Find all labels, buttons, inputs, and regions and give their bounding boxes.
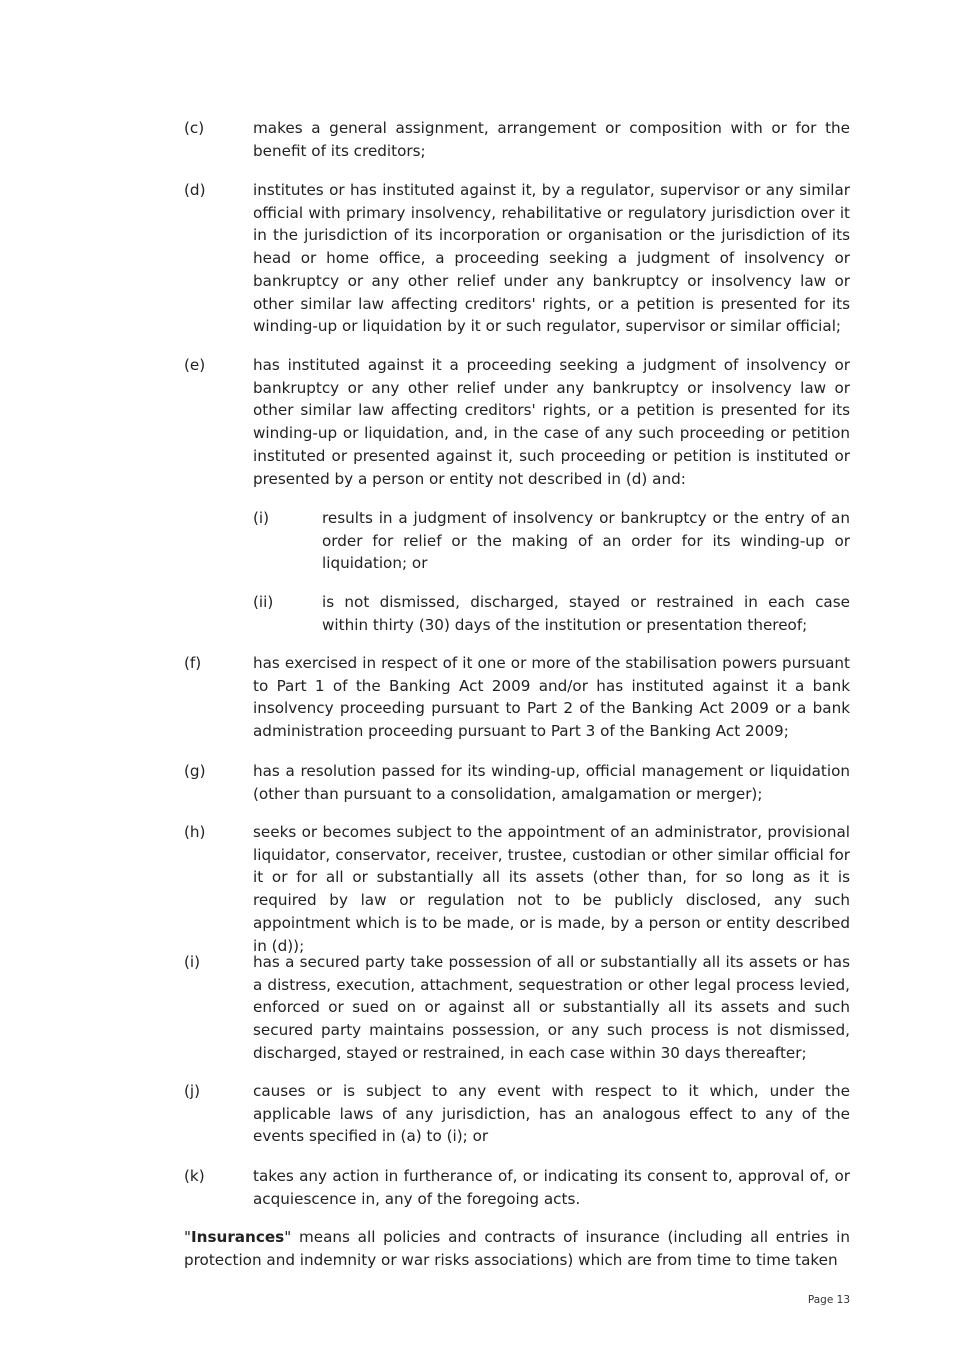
list-item-text: seeks or becomes subject to the appointment of an administrator, provisional liquidator, conservator, receiver, trustee, custodian or other similar official for it or for all or substantially all its assets (other than, for so long as it is required by law or regulation not to be publicly disclosed, any such appointment which is to be made, or is made, by a person or entity described in (d)); xyxy=(253,823,850,955)
definition-text: means all policies and contracts of insurance (including all entries in protection and indemnity or war risks associations) which are from time to time taken xyxy=(184,1228,850,1269)
defined-term: Insurances xyxy=(191,1228,285,1246)
list-item-label: (i) xyxy=(184,953,201,971)
list-item-label: (d) xyxy=(184,181,206,199)
close-quote: " xyxy=(284,1228,292,1246)
list-item-label: (g) xyxy=(184,762,206,780)
open-quote: " xyxy=(184,1228,191,1246)
page-number: Page 13 xyxy=(807,1294,850,1306)
sublist-item-label: (ii) xyxy=(253,593,274,611)
list-item-label: (j) xyxy=(184,1082,201,1100)
sublist-item-text: is not dismissed, discharged, stayed or restrained in each case within thirty (30) days of the institution or presentation thereof; xyxy=(322,593,850,634)
list-item-label: (e) xyxy=(184,356,206,374)
sublist-item-label: (i) xyxy=(253,509,270,527)
insurances-definition xyxy=(184,1226,850,1271)
list-item-text: has exercised in respect of it one or more of the stabilisation powers pursuant to Part 1 of the Banking Act 2009 and/or has instituted against it a bank insolvency proceeding pursuant to Part 2 of the Banking Act 2009 or a bank administration proceeding pursuant to Part 3 of the Banking Act 2009; xyxy=(253,654,850,741)
list-item-label: (k) xyxy=(184,1167,205,1185)
list-item-label: (f) xyxy=(184,654,202,672)
sublist-item-text: results in a judgment of insolvency or bankruptcy or the entry of an order for relief or the making of an order for its winding-up or liquidation; or xyxy=(322,509,850,573)
list-item-text: has instituted against it a proceeding seeking a judgment of insolvency or bankruptcy or any other relief under any bankruptcy or insolvency law or other similar law affecting creditors' rights, or a petition is presented for its winding-up or liquidation, and, in the case of any such proceeding or petition instituted or presented against it, such proceeding or petition is instituted or presented by a person or entity not described in (d) and: xyxy=(253,356,850,488)
list-item-text: makes a general assignment, arrangement or composition with or for the benefit of its creditors; xyxy=(253,119,850,160)
list-item-label: (h) xyxy=(184,823,206,841)
list-item-text: has a secured party take possession of all or substantially all its assets or has a distress, execution, attachment, sequestration or other legal process levied, enforced or sued on or against all or substantially all its assets and such secured party maintains possession, or any such process is not dismissed, discharged, stayed or restrained, in each case within 30 days thereafter; xyxy=(253,953,850,1062)
list-item-text: causes or is subject to any event with respect to it which, under the applicable laws of any jurisdiction, has an analogous effect to any of the events specified in (a) to (i); or xyxy=(253,1082,850,1146)
list-item-text: institutes or has instituted against it, by a regulator, supervisor or any similar official with primary insolvency, rehabilitative or regulatory jurisdiction over it in the jurisdiction of its incorporation or organisation or the jurisdiction of its head or home office, a proceeding seeking a judgment of insolvency or bankruptcy or any other relief under any bankruptcy or insolvency law or other similar law affecting creditors' rights, or a petition is presented for its winding-up or liquidation by it or such regulator, supervisor or similar official; xyxy=(253,181,850,336)
list-item-label: (c) xyxy=(184,119,205,137)
list-item-text: has a resolution passed for its winding-up, official management or liquidation (other than pursuant to a consolidation, amalgamation or merger); xyxy=(253,762,850,803)
list-item-text: takes any action in furtherance of, or indicating its consent to, approval of, or acquiescence in, any of the foregoing acts. xyxy=(253,1167,850,1208)
